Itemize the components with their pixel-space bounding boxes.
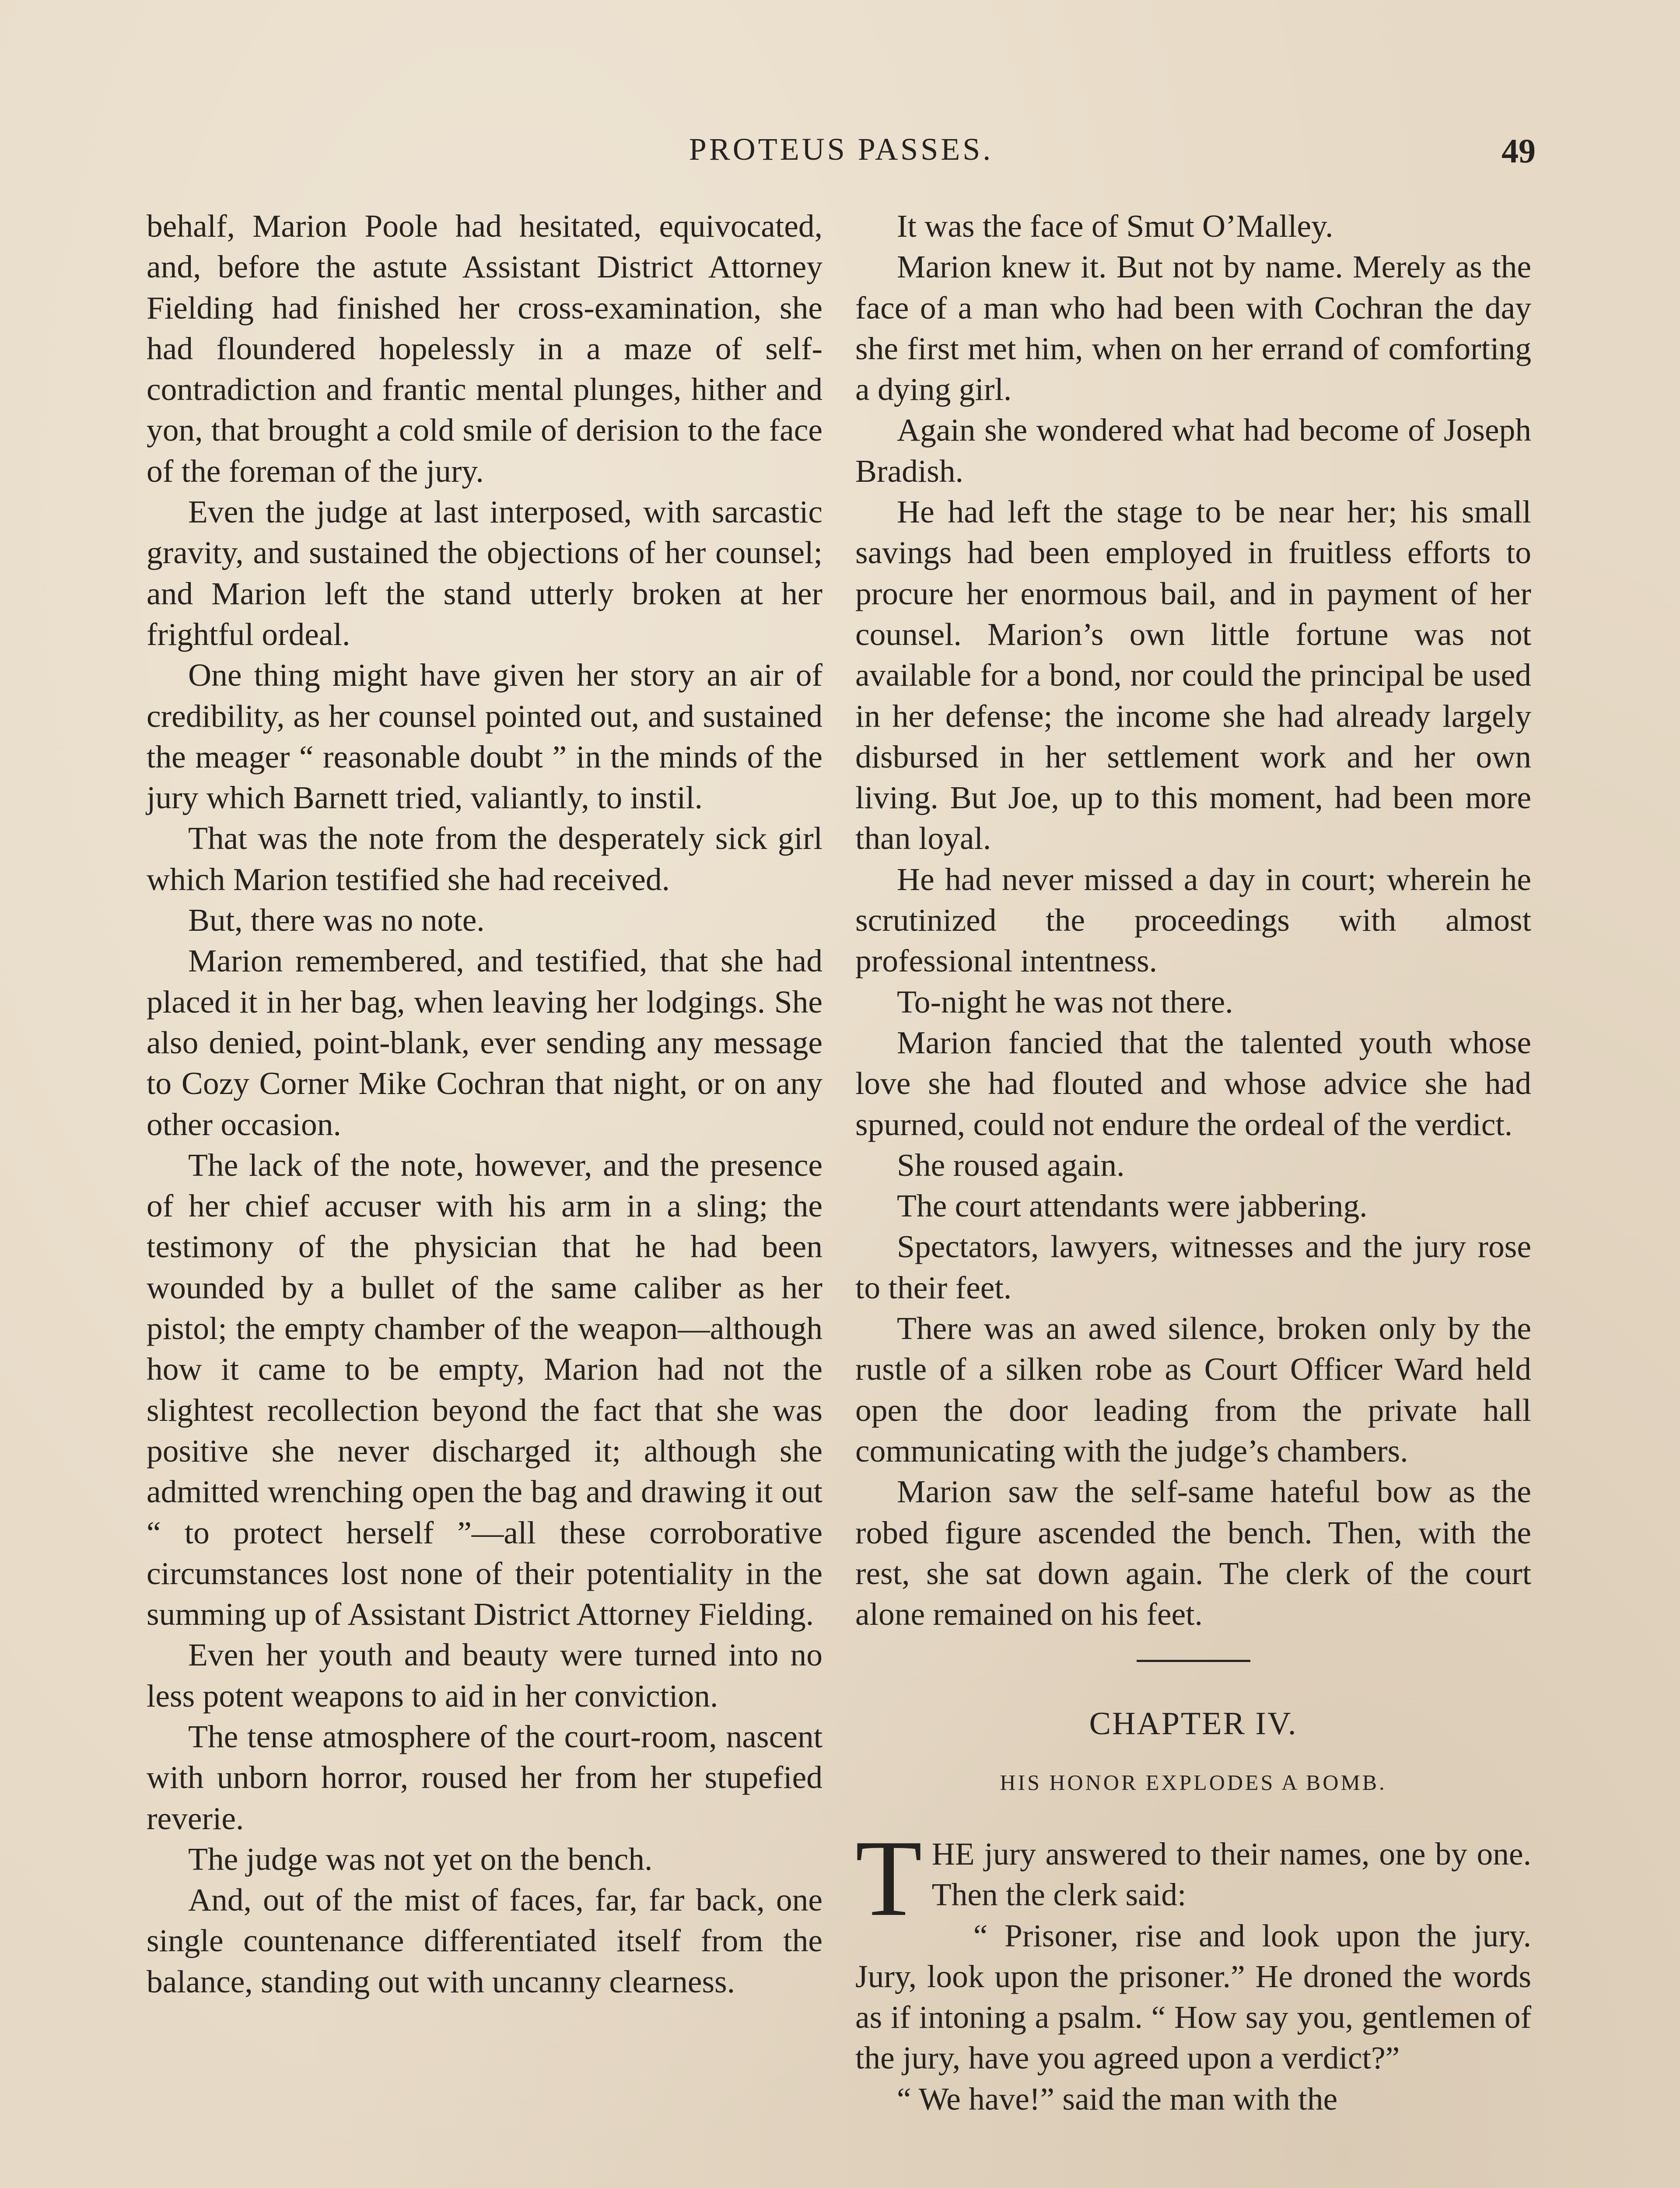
paragraph: There was an awed silence, broken only by the rustle of a silken robe as Court Officer Ward held open the door leading from the private hall communicating with the judge’s chambers. <box>855 1311 1531 1469</box>
chapter-opening-paragraph <box>855 1817 1531 1939</box>
paragraph: It was the face of Smut O’Malley. <box>897 208 1334 244</box>
paragraph: That was the note from the desperately sick girl which Marion testified she had received. <box>147 820 822 897</box>
paragraph: The lack of the note, however, and the presence of her chief accuser with his arm in a sling; the testimony of the physician that he had been wounded by a bullet of the same caliber as her pistol; the empty chamber of the weapon—although how it came to be empty, Marion had not the slightest recollection beyond the fact that she was positive she never discharged it; although she admitted wrenching open the bag and drawing it out “ to protect herself ”—all these corroborative circumstances lost none of their potentiality in the summing up of Assistant District Attorney Fielding. <box>147 1147 822 1632</box>
paragraph: Even her youth and beauty were turned into no less potent weapons to aid in her conviction. <box>147 1637 822 1714</box>
paragraph: To-night he was not there. <box>897 984 1233 1020</box>
right-column <box>855 206 1531 2119</box>
paragraph: behalf, Marion Poole had hesitated, equivocated, and, before the astute Assistant District Attorney Fielding had finished her cross-examination, she had floundered hopelessly in a maze of self-contradiction and frantic mental plunges, hither and yon, that brought a cold smile of derision to the face of the foreman of the jury. <box>147 208 822 489</box>
paragraph: Marion remembered, and testified, that she had placed it in her bag, when leaving her lodgings. She also denied, point-blank, ever sending any message to Cozy Corner Mike Cochran that night, or on any other occasion. <box>147 943 822 1142</box>
section-divider <box>1137 1660 1250 1662</box>
paragraph: And, out of the mist of faces, far, far back, one single countenance differentiated itself from the balance, standing out with uncanny clearness. <box>147 1882 822 1999</box>
paragraph: Spectators, lawyers, witnesses and the jury rose to their feet. <box>855 1229 1531 1305</box>
paragraph: She roused again. <box>897 1147 1125 1183</box>
paragraph: The judge was not yet on the bench. <box>188 1841 653 1877</box>
paragraph: “ We have!” said the man with the <box>897 2081 1338 2117</box>
chapter-title: CHAPTER IV. <box>1089 1706 1298 1742</box>
paragraph: Marion saw the self-same hateful bow as the robed figure ascended the bench. Then, with the rest, she sat down again. The clerk of the court alone remained on his feet. <box>855 1474 1531 1632</box>
paragraph: Even the judge at last interposed, with sarcastic gravity, and sustained the objections of her counsel; and Marion left the stand utterly broken at her frightful ordeal. <box>147 494 822 652</box>
page-header <box>147 131 1536 179</box>
running-title: PROTEUS PASSES. <box>689 132 994 167</box>
drop-cap: T <box>855 1817 922 1939</box>
paragraph: He had left the stage to be near her; his small savings had been employed in fruitless efforts to procure her enormous bail, and in payment of her counsel. Marion’s own little fortune was not available for a bond, nor could the principal be used in her defense; the income she had already largely disbursed in her settlement work and her own living. But Joe, up to this moment, had been more than loyal. <box>855 494 1531 856</box>
paragraph: The court attendants were jabbering. <box>897 1188 1368 1224</box>
paragraph: “ Prisoner, rise and look upon the jury. Jury, look upon the prisoner.” He droned the words as if intoning a psalm. “ How say you, gentlemen of the jury, have you agreed upon a verdict?” <box>855 1918 1531 2076</box>
chapter-subtitle: HIS HONOR EXPLODES A BOMB. <box>1000 1770 1387 1795</box>
paragraph: Marion fancied that the talented youth whose love she had flouted and whose advice she had spurned, could not endure the ordeal of the verdict. <box>855 1024 1531 1142</box>
paragraph: The tense atmosphere of the court-room, nascent with unborn horror, roused her from her stupefied reverie. <box>147 1718 822 1836</box>
paragraph: Marion knew it. But not by name. Merely as the face of a man who had been with Cochran the day she first met him, when on her errand of comforting a dying girl. <box>855 249 1531 407</box>
paragraph: But, there was no note. <box>188 902 485 938</box>
paragraph: He had never missed a day in court; wherein he scrutinized the proceedings with almost professional intentness. <box>855 861 1531 979</box>
opening-text: HE jury answered to their names, one by one. Then the clerk said: <box>931 1836 1531 1913</box>
left-column <box>147 206 822 2002</box>
paragraph: Again she wondered what had become of Joseph Bradish. <box>855 412 1531 489</box>
page-number: 49 <box>1502 132 1536 170</box>
paragraph: One thing might have given her story an air of credibility, as her counsel pointed out, and sustained the meager “ reasonable doubt ” in the minds of the jury which Barnett tried, valiantly, to instil. <box>147 657 822 816</box>
